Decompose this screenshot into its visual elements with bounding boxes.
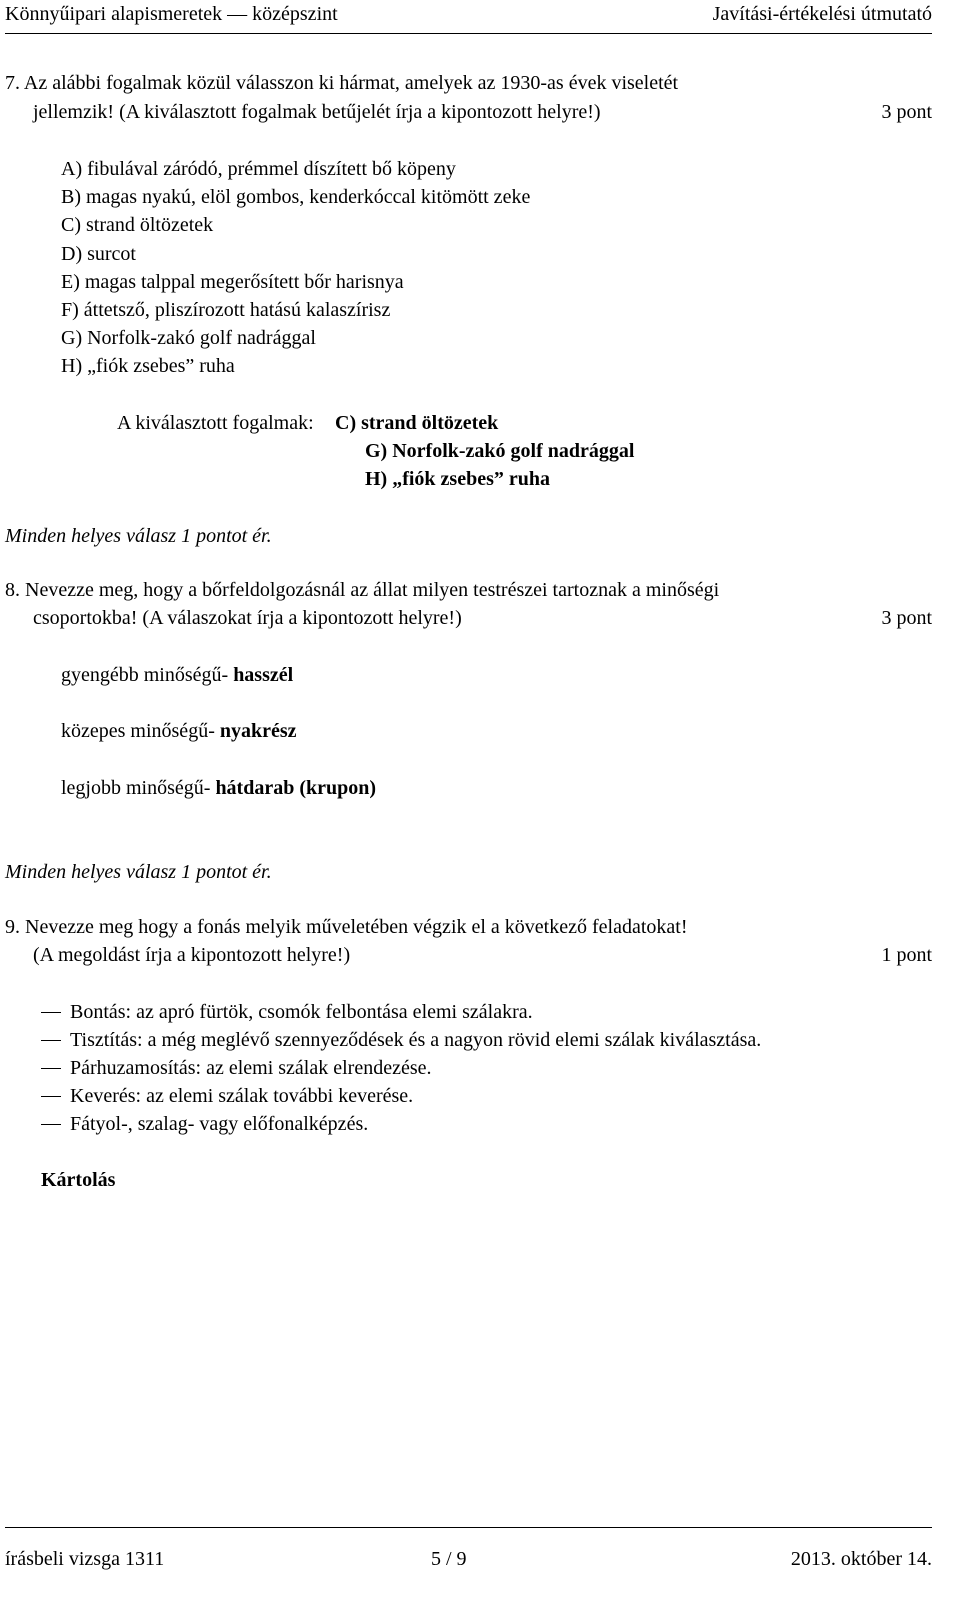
- q8-line1: 8. Nevezze meg, hogy a bőrfeldolgozásnál az állat milyen testrészei tartoznak a minőségi: [5, 579, 720, 601]
- q9-item-text: Tisztítás: a még meglévő szennyeződések és a nagyon rövid elemi szálak kiválasztása.: [70, 1029, 762, 1051]
- q8-item: [61, 661, 293, 690]
- q8-item-answer: nyakrész: [219, 720, 297, 742]
- q7-line1: 7. Az alábbi fogalmak közül válasszon ki hármat, amelyek az 1930-as évek viseletét: [5, 72, 679, 94]
- dash-bullet: [41, 1040, 61, 1041]
- q7-option: C) strand öltözetek: [61, 214, 214, 236]
- q7-scoring: Minden helyes válasz 1 pontot ér.: [5, 525, 272, 547]
- q7-points: 3 pont: [881, 101, 932, 123]
- q7-option: H) „fiók zsebes” ruha: [61, 355, 235, 377]
- q9-item: [41, 1082, 413, 1111]
- q8-item-label: legjobb minőségű-: [61, 777, 216, 799]
- q7-option: E) magas talppal megerősített bőr harisnya: [61, 271, 404, 293]
- q7-answer: G) Norfolk-zakó golf nadrággal: [365, 440, 635, 462]
- footer-right: 2013. október 14.: [790, 1548, 932, 1570]
- q9-answer: Kártolás: [41, 1169, 116, 1191]
- header-right: Javítási-értékelési útmutató: [712, 3, 932, 25]
- dash-bullet: [41, 1012, 61, 1013]
- q8-line2: csoportokba! (A válaszokat írja a kipontozott helyre!): [33, 607, 462, 629]
- dash-bullet: [41, 1124, 61, 1125]
- page-number: 5 / 9: [431, 1548, 467, 1570]
- q7-answer-label: A kiválasztott fogalmak:: [117, 412, 314, 434]
- dash-bullet: [41, 1096, 61, 1097]
- q9-line1: 9. Nevezze meg hogy a fonás melyik műveletében végzik el a következő feladatokat!: [5, 916, 688, 938]
- dash-bullet: [41, 1068, 61, 1069]
- q9-item: [41, 1026, 761, 1055]
- q7-option: G) Norfolk-zakó golf nadrággal: [61, 327, 316, 349]
- q8-item-answer: hasszél: [233, 664, 294, 686]
- q7-option: B) magas nyakú, elöl gombos, kenderkóccal kitömött zeke: [61, 186, 531, 208]
- q8-scoring: Minden helyes válasz 1 pontot ér.: [5, 861, 272, 883]
- q8-item: [61, 717, 297, 746]
- footer-rule: [5, 1527, 932, 1528]
- q9-item-text: Párhuzamosítás: az elemi szálak elrendezése.: [70, 1057, 432, 1079]
- q9-item: [41, 1054, 432, 1083]
- q9-points: 1 pont: [881, 944, 932, 966]
- q9-item-text: Bontás: az apró fürtök, csomók felbontása elemi szálakra.: [70, 1001, 533, 1023]
- q7-answer: C) strand öltözetek: [335, 412, 499, 434]
- q8-item-label: közepes minőségű-: [61, 720, 220, 742]
- q7-option: A) fibulával záródó, prémmel díszített bő köpeny: [61, 158, 456, 180]
- q9-item: [41, 1110, 368, 1139]
- q7-answer: H) „fiók zsebes” ruha: [365, 468, 550, 490]
- header-left: Könnyűipari alapismeretek — középszint: [5, 3, 338, 25]
- q7-line2: jellemzik! (A kiválasztott fogalmak betűjelét írja a kipontozott helyre!): [33, 101, 601, 123]
- q9-item-text: Keverés: az elemi szálak további keverése.: [70, 1085, 414, 1107]
- q9-item: [41, 998, 533, 1027]
- q8-item: [61, 774, 376, 803]
- q9-line2: (A megoldást írja a kipontozott helyre!): [33, 944, 351, 966]
- header-rule: [5, 33, 932, 34]
- q8-item-label: gyengébb minőségű-: [61, 664, 234, 686]
- footer-left: írásbeli vizsga 1311: [5, 1548, 165, 1570]
- q7-option: F) áttetsző, pliszírozott hatású kalaszírisz: [61, 299, 391, 321]
- q7-option: D) surcot: [61, 243, 136, 265]
- q8-item-answer: hátdarab (krupon): [215, 777, 377, 799]
- q9-item-text: Fátyol-, szalag- vagy előfonalképzés.: [70, 1113, 369, 1135]
- q8-points: 3 pont: [881, 607, 932, 629]
